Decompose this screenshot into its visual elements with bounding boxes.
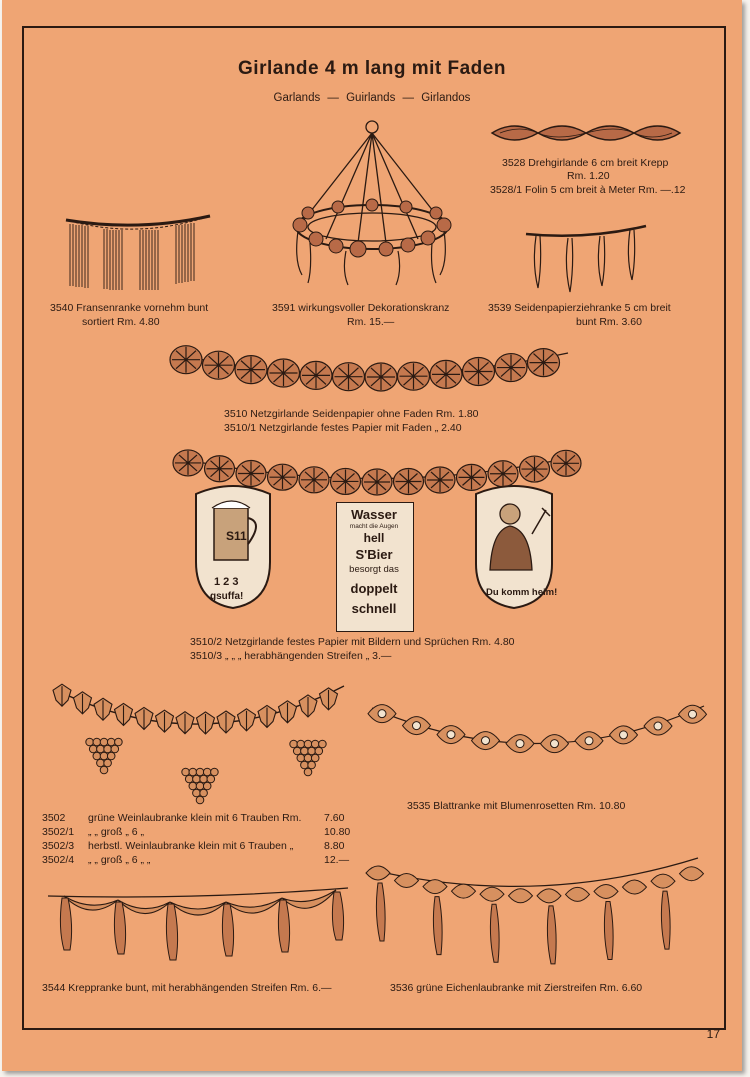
vine-leaf: [94, 698, 112, 720]
item-3528-line3: 3528/1 Folin 5 cm breit à Meter Rm. —.12: [490, 184, 686, 196]
rosette-leaf: [437, 726, 465, 744]
rosette-leaf: [679, 705, 707, 723]
vine-leaf: [217, 711, 235, 733]
net-bell: [551, 450, 581, 476]
center-sign-l2: macht die Augen: [349, 523, 399, 530]
page-subtitle: Garlands — Guirlands — Girlandos: [273, 92, 471, 104]
net-bell: [236, 460, 266, 486]
vine-leaf: [135, 707, 153, 729]
center-sign-l1: Wasser: [351, 507, 397, 522]
left-sign-count: 1 2 3: [214, 576, 239, 588]
item-3539-line2: bunt Rm. 3.60: [576, 316, 642, 328]
item-3591-line2: Rm. 15.—: [347, 316, 395, 328]
oak-leaf: [623, 880, 647, 894]
twisted-garland-illustration: [490, 115, 682, 151]
item-3539-line1: 3539 Seidenpapierziehranke 5 cm breit: [488, 302, 671, 314]
rosette-leaf: [368, 705, 396, 723]
vine-leaf: [156, 710, 174, 732]
center-sign-l3: hell: [363, 531, 385, 545]
net-bell: [365, 363, 397, 391]
oak-leaf: [366, 866, 390, 941]
net-garland-illustration: [172, 335, 574, 399]
item-3510-line1: 3510 Netzgirlande Seidenpapier ohne Faden Rm. 1.80: [224, 408, 479, 420]
center-sign-l6: doppelt: [350, 581, 398, 596]
fringe-garland-illustration: [64, 210, 212, 292]
vine-leaf: [258, 705, 276, 727]
item-3502-code: 3502/3: [42, 840, 75, 852]
vine-leaf: [197, 712, 215, 734]
net-bell: [300, 361, 332, 389]
oak-leaf: [566, 887, 590, 901]
net-bell: [235, 356, 267, 384]
item-3502-price: 7.60: [324, 812, 345, 824]
item-3528-line2: Rm. 1.20: [567, 170, 610, 182]
vine-leaf: [53, 684, 71, 706]
oak-leaf: [452, 884, 476, 898]
item-3528-line1: 3528 Drehgirlande 6 cm breit Krepp: [502, 157, 669, 169]
vine-leaf: [299, 695, 317, 717]
item-3540-line1: 3540 Fransenranke vornehm bunt: [50, 302, 209, 314]
item-3510-2-line1: 3510/2 Netzgirlande festes Papier mit Bildern und Sprüchen Rm. 4.80: [190, 636, 515, 648]
oak-leaf: [423, 880, 447, 955]
net-bell: [299, 467, 329, 493]
left-sign-badge: S11: [226, 529, 247, 543]
net-bell: [425, 467, 455, 493]
item-3502-desc: „ „ groß „ 6 „ „: [88, 854, 151, 866]
net-bell: [331, 468, 361, 494]
oak-leaf: [680, 867, 704, 881]
rosette-leaf: [472, 732, 500, 750]
net-bell: [520, 456, 550, 482]
net-bell: [268, 359, 300, 387]
net-bell: [362, 469, 392, 495]
item-3535-line1: 3535 Blattranke mit Blumenrosetten Rm. 10.80: [407, 800, 626, 812]
rosette-leaf: [575, 732, 603, 750]
item-3502-desc: grüne Weinlaubranke klein mit 6 Trauben Rm.: [88, 812, 302, 824]
grape-cluster: [86, 738, 122, 774]
item-3502-price: 12.—: [324, 854, 350, 866]
item-3510-2-line2: 3510/3 „ „ „ herabhängenden Streifen „ 3.—: [190, 650, 392, 662]
item-3544-line1: 3544 Kreppranke bunt, mit herabhängenden Streifen Rm. 6.—: [42, 982, 332, 994]
item-3502-desc: „ „ groß „ 6 „: [88, 826, 145, 838]
vine-leaf: [176, 712, 194, 734]
item-3502-desc: herbstl. Weinlaubranke klein mit 6 Trauben „: [88, 840, 294, 852]
grape-cluster: [290, 740, 326, 776]
left-sign-word: gsuffa!: [210, 591, 244, 602]
crepe-garland-illustration: [46, 880, 352, 974]
vine-leaf: [74, 692, 92, 714]
item-3502-code: 3502/4: [42, 854, 75, 866]
decoration-wreath-illustration: [286, 115, 458, 293]
item-3502-code: 3502/1: [42, 826, 75, 838]
oak-leaf: [537, 889, 561, 964]
net-bell: [394, 469, 424, 495]
leaf-rosette-garland-illustration: [368, 690, 708, 784]
page-title: Girlande 4 m lang mit Faden: [238, 58, 506, 79]
net-bell: [173, 450, 203, 476]
net-bell: [528, 349, 560, 377]
item-3510-line2: 3510/1 Netzgirlande festes Papier mit Faden „ 2.40: [224, 422, 462, 434]
item-3540-line2: sortiert Rm. 4.80: [82, 316, 160, 328]
rosette-leaf: [644, 717, 672, 735]
oak-leaf-garland-illustration: [368, 852, 704, 972]
vine-leaf: [238, 709, 256, 731]
net-bell: [495, 354, 527, 382]
tissue-pull-garland-illustration: [524, 222, 648, 294]
catalog-page: [2, 0, 742, 1071]
center-sign-l4: S'Bier: [355, 547, 393, 562]
rosette-leaf: [610, 726, 638, 744]
vine-leaf: [279, 701, 297, 723]
net-bell: [203, 351, 235, 379]
right-sign-word: Du komm heim!: [486, 587, 558, 598]
grape-cluster: [182, 768, 218, 804]
net-bell: [333, 363, 365, 391]
net-bell: [430, 360, 462, 388]
item-3591-line1: 3591 wirkungsvoller Dekorationskranz: [272, 302, 450, 314]
oak-leaf: [651, 874, 675, 949]
center-sign-l5: besorgt das: [349, 564, 399, 575]
item-3536-line1: 3536 grüne Eichenlaubranke mit Zierstreifen Rm. 6.60: [390, 982, 643, 994]
oak-leaf: [480, 887, 504, 962]
center-sign-l7: schnell: [351, 601, 397, 616]
rosette-leaf: [541, 735, 569, 753]
page-number: 17: [706, 1027, 720, 1041]
net-bell: [205, 456, 235, 482]
net-bell: [170, 346, 202, 374]
net-bell: [488, 461, 518, 487]
item-3502-price: 8.80: [324, 840, 345, 852]
oak-leaf: [594, 884, 618, 959]
vine-leaf-garland-illustration: [52, 672, 348, 806]
item-3502-price: 10.80: [324, 826, 351, 838]
net-bell: [463, 357, 495, 385]
rosette-leaf: [506, 735, 534, 753]
net-bell: [398, 362, 430, 390]
item-3502-code: 3502: [42, 812, 66, 824]
oak-leaf: [509, 889, 533, 903]
rosette-leaf: [403, 717, 431, 735]
vine-leaf: [115, 703, 133, 725]
